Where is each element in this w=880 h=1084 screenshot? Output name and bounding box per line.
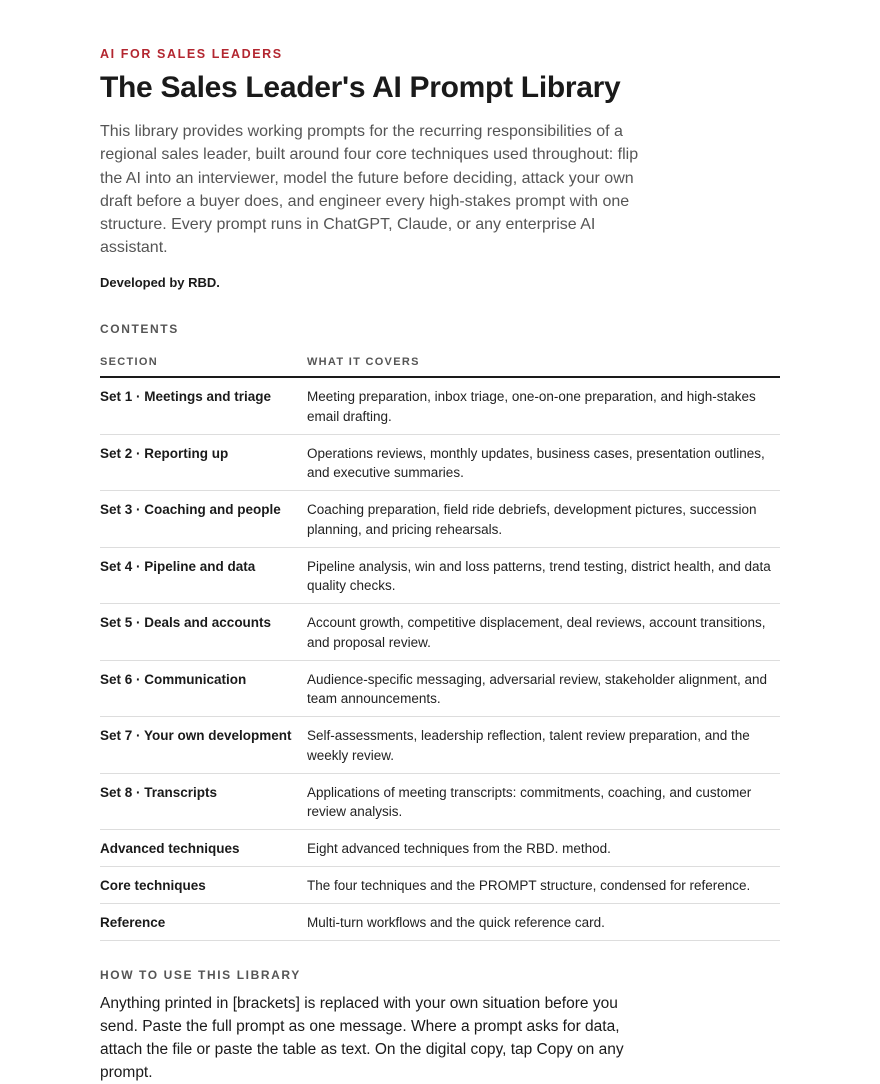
section-name: Set 2 · Reporting up	[100, 434, 307, 491]
intro-paragraph: This library provides working prompts for the recurring responsibilities of a regional sales leader, built around four core techniques used throughout: flip the AI into an interviewer, model the future before deciding, attack your own draft before a buyer does, and engineer every high-stakes prompt with one structure. Every prompt runs in ChatGPT, Claude, or any enterprise AI assistant.	[100, 123, 639, 257]
table-row[interactable]	[100, 547, 780, 604]
section-name: Set 1 · Meetings and triage	[100, 377, 307, 434]
how-to-heading: HOW TO USE THIS LIBRARY	[100, 968, 301, 982]
section-name: Set 7 · Your own development	[100, 717, 307, 774]
section-description: Multi-turn workflows and the quick reference card.	[307, 904, 780, 941]
section-name: Set 5 · Deals and accounts	[100, 604, 307, 661]
table-row[interactable]	[100, 717, 780, 774]
credit-line: Developed by RBD.	[100, 275, 220, 290]
section-description: Applications of meeting transcripts: commitments, coaching, and customer review analysis.	[307, 773, 780, 830]
table-row[interactable]	[100, 830, 780, 867]
section-name: Core techniques	[100, 867, 307, 904]
section-name: Set 3 · Coaching and people	[100, 491, 307, 548]
section-description: Self-assessments, leadership reflection, talent review preparation, and the weekly review.	[307, 717, 780, 774]
section-description: Coaching preparation, field ride debriefs, development pictures, succession planning, and pricing rehearsals.	[307, 491, 780, 548]
contents-heading: CONTENTS	[100, 322, 179, 336]
section-description: Operations reviews, monthly updates, business cases, presentation outlines, and executive summaries.	[307, 434, 780, 491]
section-description: Meeting preparation, inbox triage, one-on-one preparation, and high-stakes email drafting.	[307, 377, 780, 434]
page-title: The Sales Leader's AI Prompt Library	[100, 71, 621, 104]
section-name: Reference	[100, 904, 307, 941]
column-header-section: SECTION	[100, 356, 307, 377]
section-name: Advanced techniques	[100, 830, 307, 867]
column-header-covers: WHAT IT COVERS	[307, 356, 780, 377]
contents-table	[100, 356, 780, 941]
section-name: Set 6 · Communication	[100, 660, 307, 717]
section-description: Audience-specific messaging, adversarial review, stakeholder alignment, and team announcements.	[307, 660, 780, 717]
table-row[interactable]	[100, 660, 780, 717]
table-row[interactable]	[100, 491, 780, 548]
table-row[interactable]	[100, 867, 780, 904]
contents-header-row	[100, 356, 780, 377]
table-row[interactable]	[100, 773, 780, 830]
section-description: Eight advanced techniques from the RBD. method.	[307, 830, 780, 867]
section-name: Set 8 · Transcripts	[100, 773, 307, 830]
table-row[interactable]	[100, 377, 780, 434]
how-to-paragraph: Anything printed in [brackets] is replaced with your own situation before you send. Paste the full prompt as one message. Where a prompt asks for data, attach the file or paste the table as text. On the digital copy, tap Copy on any prompt.	[100, 995, 624, 1081]
section-description: Pipeline analysis, win and loss patterns, trend testing, district health, and data quality checks.	[307, 547, 780, 604]
table-row[interactable]	[100, 434, 780, 491]
eyebrow-label: AI FOR SALES LEADERS	[100, 47, 283, 61]
section-description: Account growth, competitive displacement, deal reviews, account transitions, and proposal review.	[307, 604, 780, 661]
section-description: The four techniques and the PROMPT structure, condensed for reference.	[307, 867, 780, 904]
section-name: Set 4 · Pipeline and data	[100, 547, 307, 604]
table-row[interactable]	[100, 904, 780, 941]
table-row[interactable]	[100, 604, 780, 661]
